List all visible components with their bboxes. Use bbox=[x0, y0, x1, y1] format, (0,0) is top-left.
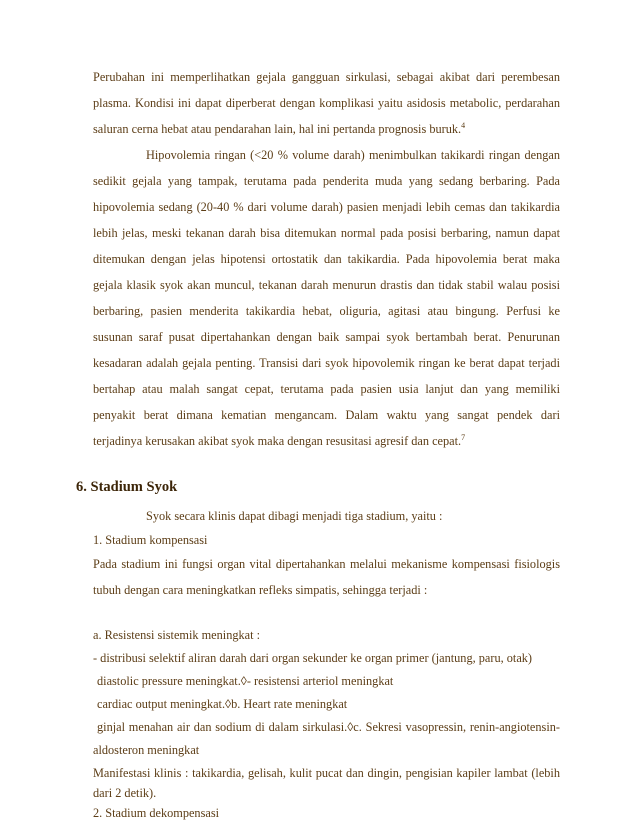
text-line: kesadaran adalah gejala penting. Transisi dari syok hipovolemik ringan ke berat dapat terjadi bbox=[93, 356, 560, 370]
text-span: saluran cerna hebat atau pendarahan lain, hal ini pertanda prognosis buruk. bbox=[93, 122, 462, 136]
text-line: gejala klasik syok akan muncul, tekanan darah menurun drastis dan tidak stabil walau posisi bbox=[93, 278, 560, 292]
text-line: 2. Stadium dekompensasi bbox=[93, 806, 220, 820]
footnote-ref: 7 bbox=[461, 432, 466, 442]
text-line: dari 2 detik). bbox=[93, 786, 157, 800]
text-line: Manifestasi klinis : takikardia, gelisah, kulit pucat dan dingin, pengisian kapiler lambat (lebih bbox=[93, 766, 560, 780]
text-line: plasma. Kondisi ini dapat diperberat dengan komplikasi yaitu asidosis metabolic, perdarahan bbox=[93, 96, 560, 110]
text-line: bertahap atau malah sangat cepat, terutama pada pasien usia lanjut dan yang memiliki bbox=[93, 382, 560, 396]
text-line: hipovolemia sedang (20-40 % dari volume darah) pasien menjadi lebih cemas dan takikardia bbox=[93, 200, 560, 214]
text-line: Hipovolemia ringan (<20 % volume darah) menimbulkan takikardi ringan dengan bbox=[146, 148, 560, 162]
text-line: penyakit berat dimana kematian mengancam. Dalam waktu yang sangat pendek dari bbox=[93, 408, 560, 422]
text-line bbox=[93, 434, 465, 449]
text-line: susunan saraf pusat dipertahankan dengan baik sampai syok bertambah berat. Penurunan bbox=[93, 330, 560, 344]
text-line: ditemukan dengan jelas hipotensi ortostatik dan takikardia. Pada hipovolemia berat maka bbox=[93, 252, 560, 266]
text-line: berbaring, pasien menderita takikardia hebat, oliguria, agitasi atau bingung. Perfusi ke bbox=[93, 304, 560, 318]
text-line: aldosteron meningkat bbox=[93, 743, 200, 757]
text-line: lebih jelas, meski tekanan darah bisa ditemukan normal pada posisi berbaring, namun dapat bbox=[93, 226, 560, 240]
text-line: - distribusi selektif aliran darah dari organ sekunder ke organ primer (jantung, paru, otak) bbox=[93, 651, 533, 665]
text-line: cardiac output meningkat.◊b. Heart rate meningkat bbox=[97, 697, 348, 711]
text-line: ginjal menahan air dan sodium di dalam sirkulasi.◊c. Sekresi vasopressin, renin-angiotensin- bbox=[97, 720, 560, 734]
text-line: a. Resistensi sistemik meningkat : bbox=[93, 628, 261, 642]
text-line: sedikit gejala yang tampak, terutama pada penderita muda yang sedang berbaring. Pada bbox=[93, 174, 560, 188]
text-span: terjadinya kerusakan akibat syok maka dengan resusitasi agresif dan cepat. bbox=[93, 434, 462, 448]
section-heading: 6. Stadium Syok bbox=[76, 479, 178, 495]
text-line bbox=[93, 122, 465, 137]
text-line: Perubahan ini memperlihatkan gejala gangguan sirkulasi, sebagai akibat dari perembesan bbox=[93, 70, 560, 84]
footnote-ref: 4 bbox=[461, 120, 466, 130]
text-line: diastolic pressure meningkat.◊- resistensi arteriol meningkat bbox=[97, 674, 394, 688]
text-line: 1. Stadium kompensasi bbox=[93, 533, 208, 547]
text-line: Pada stadium ini fungsi organ vital dipertahankan melalui mekanisme kompensasi fisiologis bbox=[93, 557, 560, 571]
text-line: Syok secara klinis dapat dibagi menjadi tiga stadium, yaitu : bbox=[146, 509, 443, 523]
text-line: tubuh dengan cara meningkatkan refleks simpatis, sehingga terjadi : bbox=[93, 583, 428, 597]
